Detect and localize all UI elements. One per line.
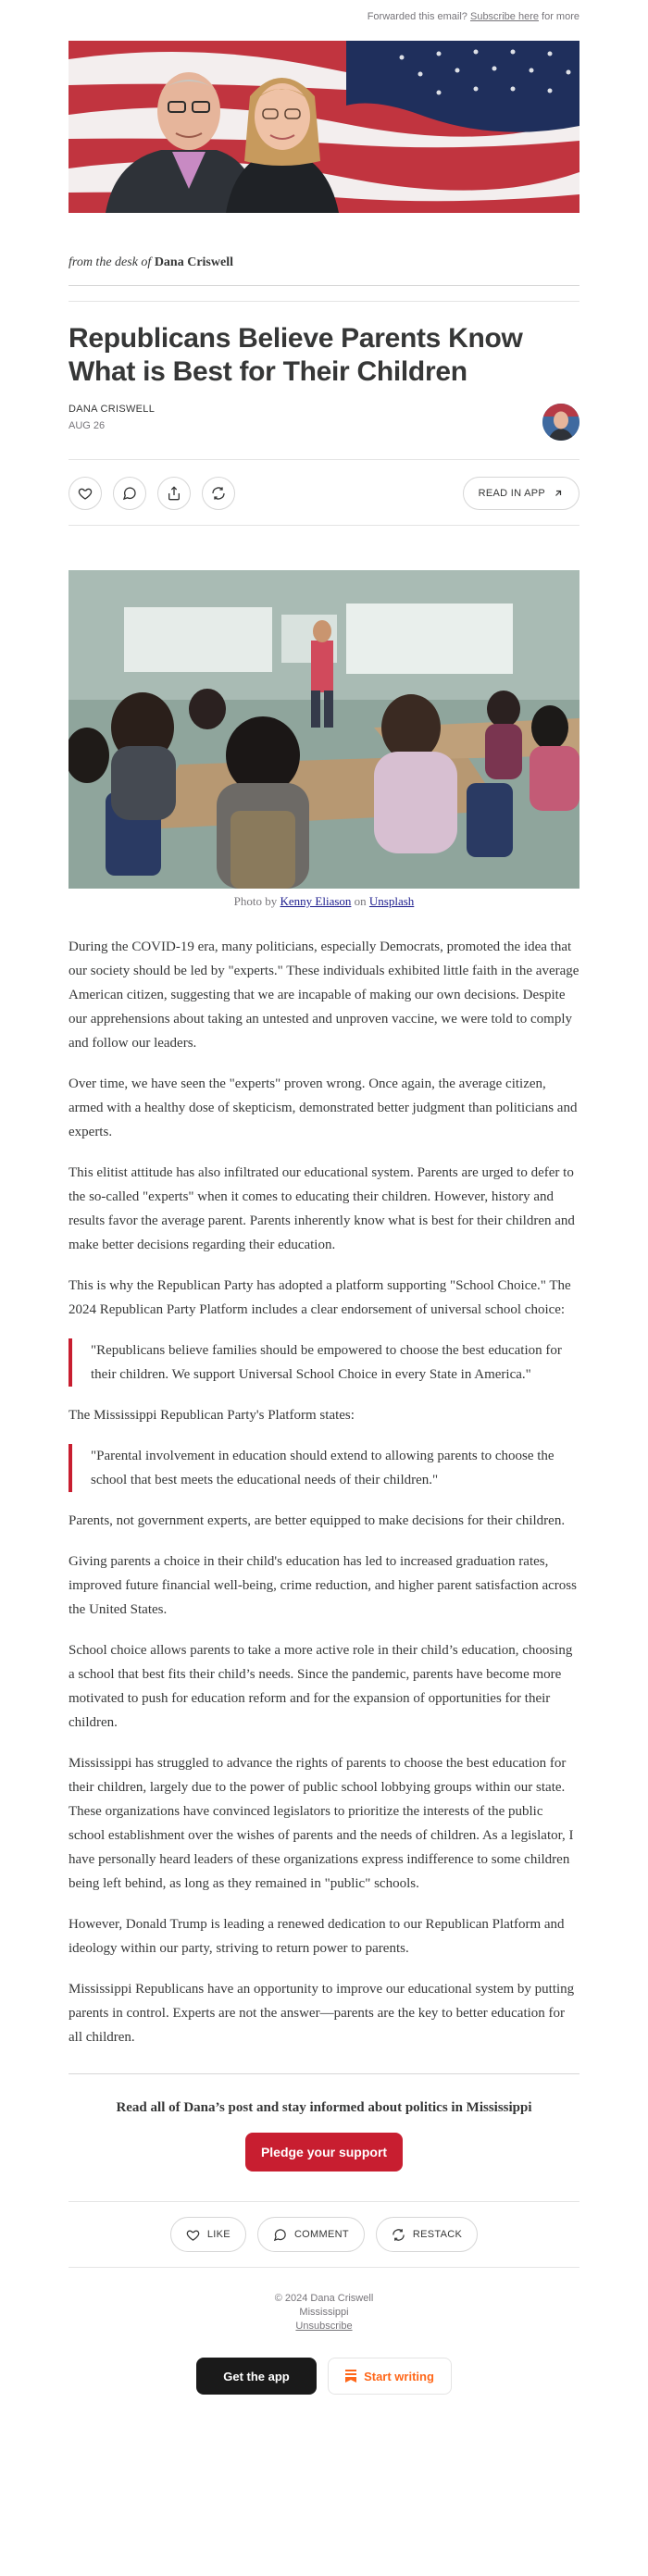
paragraph: This is why the Republican Party has adopted a platform supporting "School Choice." The 2024 Republican Party Platform includes a clear endorsement of universal school choice: — [69, 1278, 571, 1317]
substack-logo-icon — [345, 2370, 356, 2383]
footer-location: Mississippi — [299, 2307, 349, 2318]
post-author[interactable]: DANA CRISWELL — [69, 404, 156, 415]
paragraph: Mississippi Republicans have an opportunity to improve our educational system by putting parents in control. Experts are not the answer—parents are the key to better education for all children. — [69, 1982, 575, 2045]
restack-button[interactable] — [202, 477, 235, 510]
paragraph: Over time, we have seen the "experts" proven wrong. Once again, the average citizen, armed with a healthy dose of skepticism, demonstrated better judgment than politicians and experts. — [69, 1076, 578, 1139]
header-banner-image — [69, 41, 579, 213]
paragraph: Parents, not government experts, are better equipped to make decisions for their children. — [69, 1513, 566, 1528]
paragraph: This elitist attitude has also infiltrated our educational system. Parents are urged to defer to the so-called "experts" when it comes to educating their children. However, history and results favor the average parent. Parents inherently know what is best for their children and make better decisions regarding their education. — [69, 1165, 575, 1252]
pledge-support-button[interactable]: Pledge your support — [245, 2133, 403, 2172]
read-in-app-label: READ IN APP — [478, 488, 545, 499]
footer-buttons — [69, 2358, 579, 2395]
share-button[interactable] — [157, 477, 191, 510]
from-the-desk-line — [69, 255, 579, 286]
blockquote-gop-platform: "Republicans believe families should be empowered to choose the best education for their children. We support Universal School Choice in every State in America." — [69, 1338, 579, 1387]
forwarded-notice — [69, 0, 579, 33]
comment-button[interactable] — [113, 477, 146, 510]
paragraph: School choice allows parents to take a more active role in their child’s education, choosing a school that best fits their child’s needs. Since the pandemic, parents have become more motivated to push for education reform and for the expansion of opportunities for their children. — [69, 1643, 573, 1730]
start-writing-button[interactable] — [328, 2358, 452, 2395]
like-button[interactable] — [69, 477, 102, 510]
email-container — [69, 0, 579, 2395]
unsubscribe-link[interactable]: Unsubscribe — [295, 2321, 353, 2332]
restack-icon — [392, 2228, 405, 2242]
caption-mid: on — [351, 894, 369, 908]
copyright-text: © 2024 Dana Criswell — [274, 2293, 374, 2304]
read-in-app-button[interactable] — [463, 477, 579, 510]
post-byline — [69, 404, 579, 441]
like-label: LIKE — [206, 2229, 231, 2240]
comment-label: COMMENT — [293, 2229, 349, 2240]
desk-author-name[interactable]: Dana Criswell — [154, 255, 233, 269]
article-photo-classroom[interactable] — [69, 570, 579, 889]
divider — [69, 301, 579, 302]
arrow-up-right-icon — [553, 488, 564, 499]
divider — [69, 2073, 579, 2074]
restack-icon — [211, 486, 226, 501]
post-date: AUG 26 — [69, 420, 106, 431]
caption-prefix: Photo by — [233, 894, 280, 908]
comment-pill-button[interactable] — [257, 2217, 365, 2252]
post-title[interactable]: Republicans Believe Parents Know What is Best for Their Children — [69, 323, 523, 387]
divider — [69, 2267, 579, 2268]
paragraph: During the COVID-19 era, many politicians, especially Democrats, promoted the idea that our society should be led by "experts." These individuals exhibited little faith in the average American citizen, suggesting that we are incapable of making our own decisions. Despite our apprehensions about taking an untested and unproven vaccine, we were told to comply and follow our leaders. — [69, 940, 579, 1051]
subscribe-cta-heading: Read all of Dana’s post and stay informed about politics in Mississippi — [116, 2100, 532, 2115]
author-avatar[interactable] — [542, 404, 579, 441]
photo-caption — [69, 894, 579, 909]
forwarded-prefix: Forwarded this email? — [367, 11, 470, 22]
forwarded-suffix: for more — [538, 11, 579, 22]
comment-icon — [273, 2228, 287, 2242]
share-icon — [167, 486, 181, 501]
heart-icon — [78, 486, 93, 501]
paragraph: However, Donald Trump is leading a renewed dedication to our Republican Platform and ideology within our party, striving to return power to parents. — [69, 1917, 565, 1956]
restack-pill-button[interactable] — [376, 2217, 478, 2252]
paragraph: The Mississippi Republican Party's Platform states: — [69, 1408, 355, 1423]
like-pill-button[interactable] — [170, 2217, 246, 2252]
comment-icon — [122, 486, 137, 501]
start-writing-label: Start writing — [364, 2369, 434, 2383]
blockquote-ms-platform: "Parental involvement in education should extend to allowing parents to choose the school that best meets the educational needs of their children." — [69, 1444, 579, 1492]
restack-label: RESTACK — [412, 2229, 463, 2240]
desk-prefix: from the desk of — [69, 255, 155, 269]
heart-icon — [186, 2228, 200, 2242]
article-body — [69, 935, 579, 2049]
email-footer — [69, 2292, 579, 2333]
divider — [69, 2201, 579, 2202]
subscribe-link[interactable]: Subscribe here — [469, 11, 539, 22]
paragraph: Mississippi has struggled to advance the rights of parents to choose the best education for their children, largely due to the power of public school lobbying groups within our state. These organizations have convinced legislators to prioritize the interests of the public school establishment over the wishes of parents and the needs of children. As a legislator, I have personally heard leaders of these organizations express indifference to some children being left behind, as long as they remained in "public" schools. — [69, 1756, 574, 1891]
photographer-link[interactable]: Kenny Eliason — [280, 894, 352, 908]
bottom-action-bar — [69, 2217, 579, 2252]
get-the-app-button[interactable]: Get the app — [196, 2358, 317, 2395]
unsplash-link[interactable]: Unsplash — [368, 894, 415, 908]
paragraph: Giving parents a choice in their child's education has led to increased graduation rates, improved future financial well-being, crime reduction, and higher parent satisfaction across the United States. — [69, 1554, 577, 1617]
post-action-bar — [69, 459, 579, 526]
